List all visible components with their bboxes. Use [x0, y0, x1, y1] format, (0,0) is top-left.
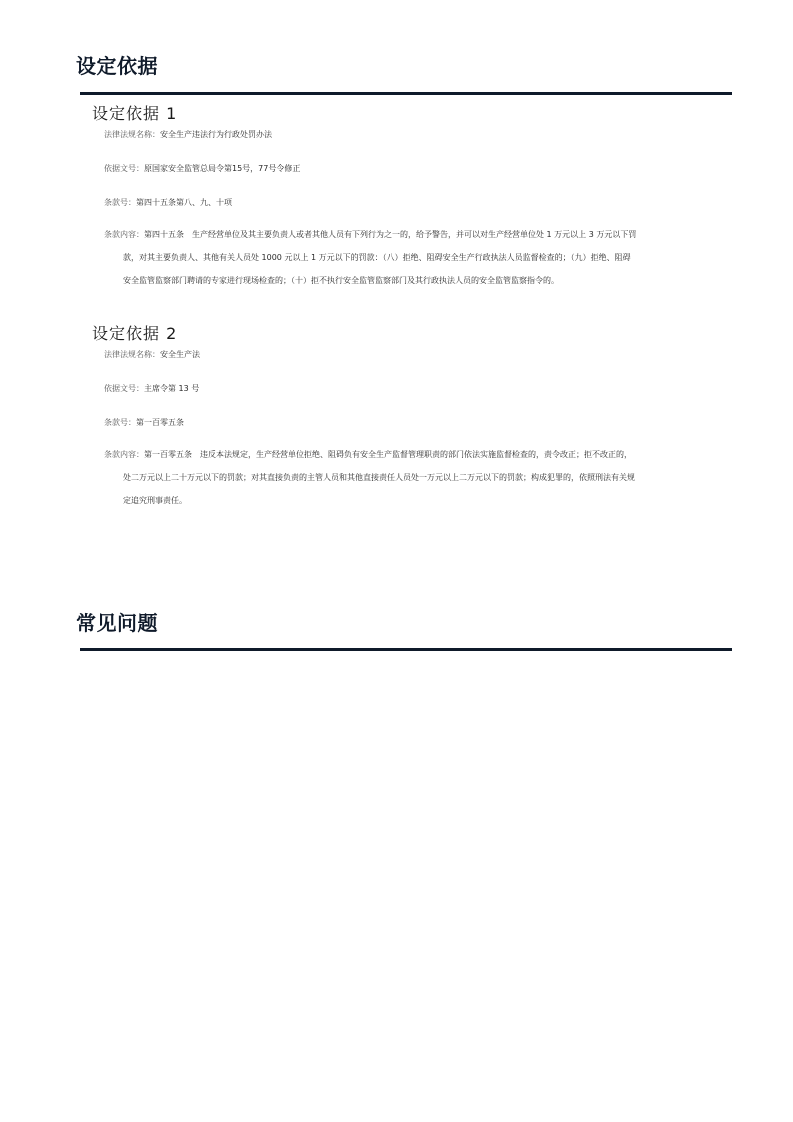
article-no-value: 第四十五条第八、九、十项 — [136, 198, 232, 207]
section-heading-basis: 设定依据 — [76, 54, 158, 78]
article-no-field — [104, 417, 702, 429]
article-no-label: 条款号： — [104, 418, 136, 427]
doc-no-field — [104, 163, 702, 175]
basis-block-2 — [92, 324, 702, 512]
article-content-line: 款，对其主要负责人、其他有关人员处 1000 元以上 1 万元以下的罚款：（八）拒绝、阻碍安全生产行政执法人员监督检查的；（九）拒绝、阻碍 — [123, 253, 631, 262]
article-content-line: 条款内容：第四十五条 生产经营单位及其主要负责人或者其他人员有下列行为之一的，给予警告，并可以对生产经营单位处 1 万元以上 3 万元以下罚 — [104, 230, 637, 239]
content-label: 条款内容： — [104, 230, 144, 239]
article-no-label: 条款号： — [104, 198, 136, 207]
doc-no-value: 主席令第 13 号 — [144, 384, 200, 393]
article-content-line: 安全监管监察部门聘请的专家进行现场检查的；（十）拒不执行安全监管监察部门及其行政执法人员的安全监管监察指令的。 — [123, 276, 559, 285]
content-label: 条款内容： — [104, 450, 144, 459]
basis-block-1 — [92, 104, 702, 292]
section-divider — [80, 92, 732, 95]
doc-no-field — [104, 383, 702, 395]
article-content-line: 处二万元以上二十万元以下的罚款；对其直接负责的主管人员和其他直接责任人员处一万元以上二万元以下的罚款；构成犯罪的，依照刑法有关规 — [123, 473, 635, 482]
article-content-line: 条款内容：第一百零五条 违反本法规定，生产经营单位拒绝、阻碍负有安全生产监督管理职责的部门依法实施监督检查的，责令改正；拒不改正的， — [104, 450, 632, 459]
section-heading-faq: 常见问题 — [76, 611, 158, 635]
doc-no-value: 原国家安全监管总局令第15号，77号令修正 — [144, 164, 301, 173]
article-content-line: 定追究刑事责任。 — [123, 496, 187, 505]
basis-title: 设定依据 1 — [92, 104, 178, 123]
law-name-field — [104, 349, 702, 361]
section-divider — [80, 648, 732, 651]
article-content-field — [104, 443, 679, 512]
article-no-field — [104, 197, 702, 209]
law-name-field — [104, 129, 702, 141]
article-no-value: 第一百零五条 — [136, 418, 184, 427]
law-name-value: 安全生产法 — [160, 350, 200, 359]
law-name-label: 法律法规名称： — [104, 350, 160, 359]
law-name-value: 安全生产违法行为行政处罚办法 — [160, 130, 272, 139]
doc-no-label: 依据文号： — [104, 384, 144, 393]
doc-no-label: 依据文号： — [104, 164, 144, 173]
basis-title: 设定依据 2 — [92, 324, 178, 343]
article-content-field — [104, 223, 679, 292]
law-name-label: 法律法规名称： — [104, 130, 160, 139]
